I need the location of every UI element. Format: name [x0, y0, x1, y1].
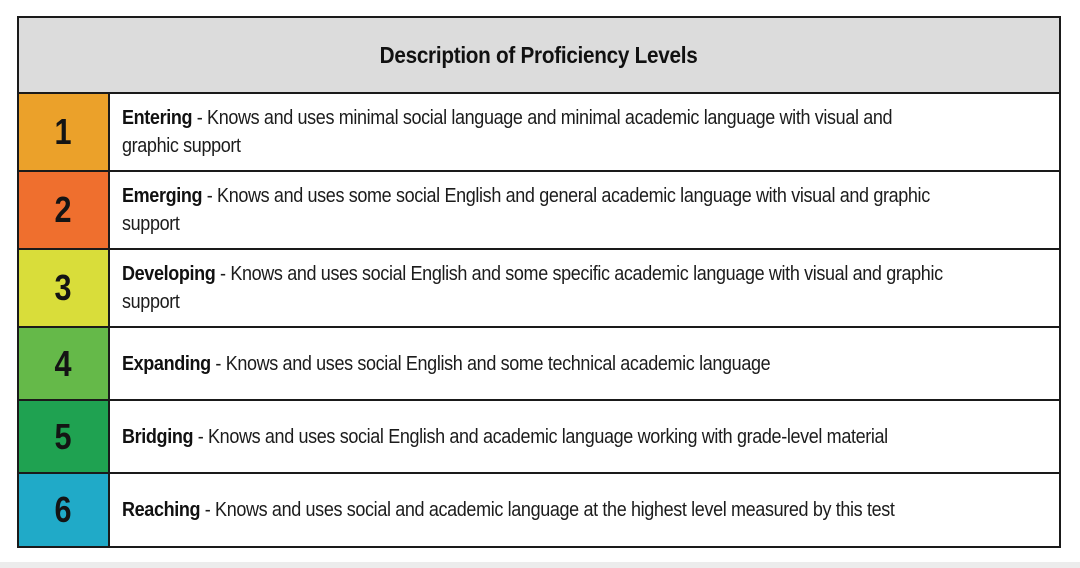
- level-number-cell: [19, 94, 110, 170]
- level-row-reaching: [19, 474, 1059, 546]
- proficiency-levels-table: [17, 16, 1061, 548]
- level-number-cell: [19, 172, 110, 248]
- level-description: [122, 350, 947, 378]
- level-row-emerging: [19, 172, 1059, 250]
- level-name: Bridging: [122, 425, 194, 448]
- table-header: [19, 18, 1059, 94]
- level-description: [122, 423, 947, 451]
- level-number: 5: [54, 415, 73, 457]
- level-description-cell: [110, 250, 1059, 326]
- level-number-cell: [19, 401, 110, 472]
- bottom-band: [0, 562, 1080, 568]
- level-description: [122, 182, 947, 238]
- level-number-cell: [19, 474, 110, 546]
- level-number: 1: [54, 111, 73, 152]
- level-description-cell: [110, 474, 1059, 546]
- level-row-expanding: [19, 328, 1059, 401]
- level-row-bridging: [19, 401, 1059, 474]
- level-description-text: - Knows and uses social English and some technical academic language: [210, 352, 771, 375]
- level-number: 6: [54, 489, 73, 530]
- level-number-cell: [19, 328, 110, 399]
- level-description: [122, 104, 947, 160]
- level-row-entering: [19, 94, 1059, 172]
- level-name: Expanding: [122, 352, 211, 375]
- table-title: Description of Proficiency Levels: [380, 41, 698, 68]
- level-description-cell: [110, 172, 1059, 248]
- level-number: 3: [54, 267, 73, 308]
- level-description-cell: [110, 328, 1059, 399]
- level-number-cell: [19, 250, 110, 326]
- level-description-text: - Knows and uses social English and some specific academic language with visual and graphic support: [122, 263, 943, 313]
- level-description-text: - Knows and uses some social English and general academic language with visual and graphic support: [122, 185, 930, 235]
- level-description-text: - Knows and uses minimal social language and minimal academic language with visual and graphic support: [122, 107, 893, 157]
- level-name: Reaching: [122, 499, 201, 521]
- level-name: Developing: [122, 263, 216, 285]
- level-number: 2: [54, 189, 73, 230]
- level-row-developing: [19, 250, 1059, 328]
- level-description: [122, 496, 947, 524]
- level-description: [122, 260, 947, 316]
- level-description-text: - Knows and uses social English and academic language working with grade-level material: [193, 425, 888, 448]
- level-description-cell: [110, 94, 1059, 170]
- level-description-cell: [110, 401, 1059, 472]
- level-name: Entering: [122, 107, 193, 129]
- level-description-text: - Knows and uses social and academic language at the highest level measured by this test: [200, 499, 895, 521]
- level-number: 4: [54, 342, 73, 384]
- level-name: Emerging: [122, 185, 203, 207]
